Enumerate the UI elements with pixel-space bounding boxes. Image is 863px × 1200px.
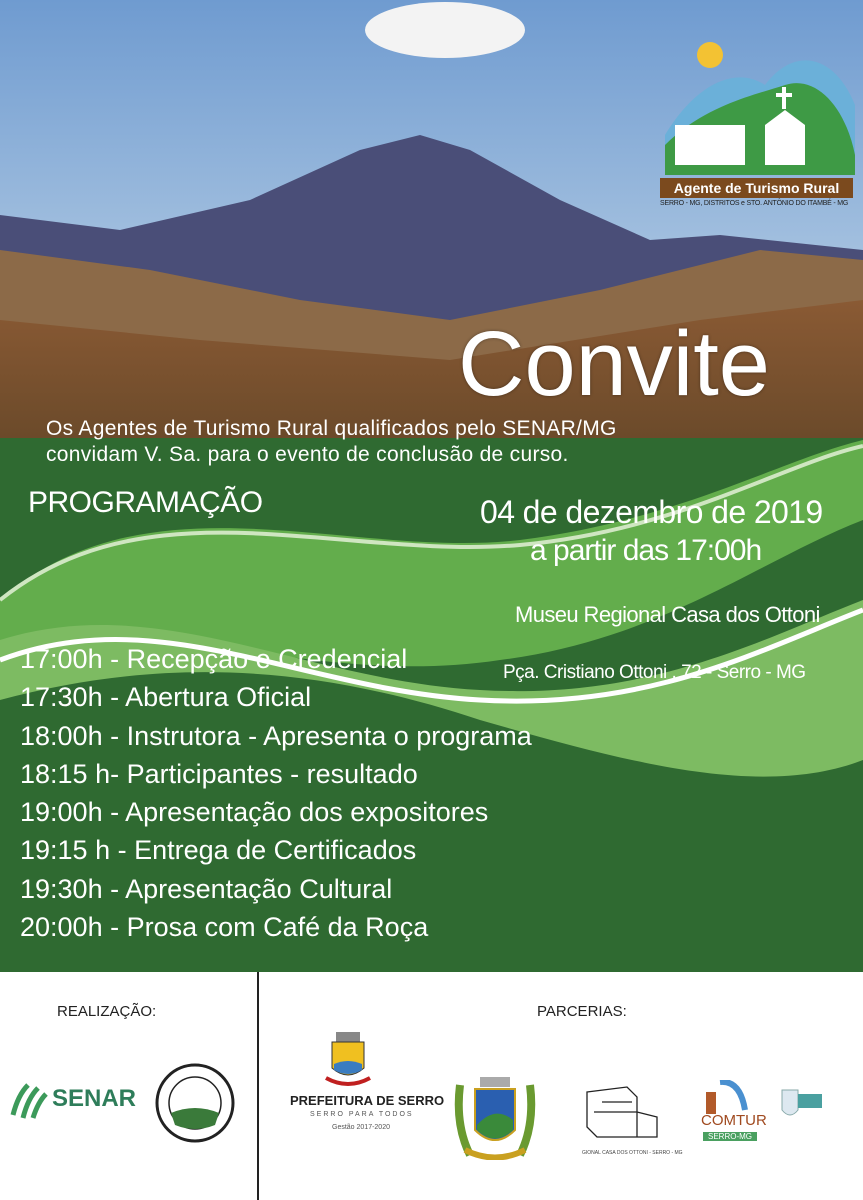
event-time: a partir das 17:00h: [530, 534, 762, 567]
logo-subtitle: SERRO - MG, DISTRITOS e STO. ANTÔNIO DO ITAMBÉ - MG: [660, 200, 849, 207]
prefeitura-coat-of-arms: [322, 1030, 374, 1090]
program-heading: PROGRAMAÇÃO: [28, 486, 263, 519]
parcerias-label: PARCERIAS:: [537, 1003, 627, 1020]
museu-caption: GIONAL CASA DOS OTTONI - SERRO - MG: [582, 1150, 683, 1156]
invite-line-1: Os Agentes de Turismo Rural qualificados pelo SENAR/MG: [46, 417, 617, 440]
program-item: 18:15 h- Participantes - resultado: [20, 758, 418, 789]
comtur-name: COMTUR: [701, 1112, 767, 1129]
program-item: 17:00h - Recepção e Credencial: [20, 644, 408, 674]
event-venue: Museu Regional Casa dos Ottoni: [515, 602, 820, 627]
program-item: 19:30h - Apresentação Cultural: [20, 873, 393, 904]
serro-coat-of-arms: [450, 1075, 540, 1160]
program-item: 19:00h - Apresentação dos expositores: [20, 797, 489, 828]
program-item: 19:15 h - Entrega de Certificados: [20, 835, 417, 866]
prefeitura-term: Gestão 2017-2020: [332, 1124, 390, 1131]
senar-logo-text: SENAR: [52, 1085, 137, 1112]
program-item: 18:00h - Instrutora - Apresenta o programa: [20, 720, 532, 751]
prefeitura-slogan: SERRO PARA TODOS: [310, 1111, 414, 1118]
agente-turismo-rural-logo: [655, 25, 860, 175]
comtur-logo-icon: [700, 1080, 760, 1115]
senar-logo-icon: [8, 1080, 48, 1120]
logo-title: Agente de Turismo Rural: [660, 178, 853, 198]
program-item: 17:30h - Abertura Oficial: [20, 682, 312, 713]
event-date: 04 de dezembro de 2019: [480, 494, 823, 530]
partner-shield-logo: [780, 1088, 822, 1124]
program-list: [20, 640, 532, 946]
comtur-sub: SERRO-MG: [703, 1132, 757, 1141]
museu-casa-dos-ottoni-sketch: [582, 1082, 662, 1142]
realizacao-label: REALIZAÇÃO:: [57, 1003, 157, 1020]
footer-divider: [257, 972, 259, 1200]
page-title: Convite: [458, 313, 770, 415]
invite-line-2: convidam V. Sa. para o evento de conclusão de curso.: [46, 443, 569, 466]
event-address: Pça. Cristiano Ottoni , 72 - Serro - MG: [503, 662, 806, 683]
prefeitura-name: PREFEITURA DE SERRO: [290, 1093, 445, 1108]
program-item: 20:00h - Prosa com Café da Roça: [20, 912, 429, 943]
cloud: [365, 2, 525, 58]
sindicato-seal: [155, 1063, 235, 1143]
